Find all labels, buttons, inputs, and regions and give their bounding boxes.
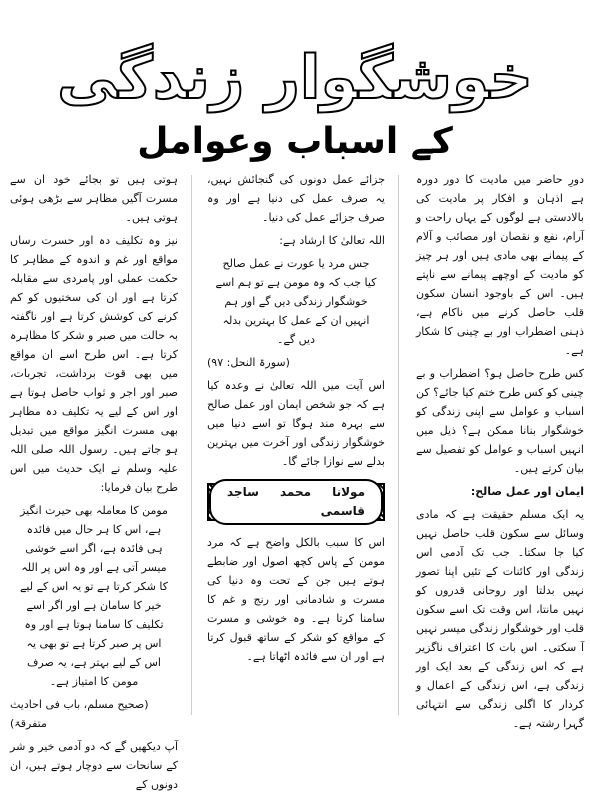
- paragraph: جزائے عمل دونوں کی گنجائش نہیں، یہ صرف عمل کی دنیا ہے اور وہ صرف جزائے عمل کی دنیا۔: [207, 173, 385, 224]
- column-right: [416, 170, 584, 730]
- verse-reference: (سورۃ النحل: ۹۷): [207, 356, 290, 369]
- paragraph: دورِ حاضر میں مادیت کا دور دورہ ہے اذہان و افکار پر مادیت کی بالادستی ہے لوگوں کے یہاں راحت و آرام، نفع و نقصان اور مصائب و آلام کے پیمانے بھی مادی ہیں اور ہر چیز کو مادیت کے اوچھے پیمانے سے ناپتے ہیں۔ اس کے باوجود انسان سکون قلب حاصل کرنے میں ناکام ہے، ذہنی اضطراب اور بے چینی کا شکار ہے۔: [416, 173, 584, 357]
- quran-verse: جس مرد یا عورت نے عمل صالح کیا جب کہ وہ مومن ہے تو ہم اسے خوشگوار زندگی دیں گے اور ہم انہیں ان کے عمل کا بہترین بدلہ دیں گے۔: [215, 257, 377, 346]
- article-subtitle: کے اسباب وعوامل: [137, 121, 453, 162]
- author-byline-box: [207, 483, 385, 521]
- paragraph: کس طرح حاصل ہو؟ اضطراب و بے چینی کو کس طرح ختم کیا جائے؟ کن اسباب و عوامل سے اپنی زندگی کو خوشگوار بنانا ممکن ہے؟ ذیل میں انہیں اسباب و عوامل کو تفصیل سے بیان کرتے ہیں۔: [416, 367, 584, 475]
- section-heading: ایمان اور عمل صالح:: [470, 485, 584, 498]
- paragraph: اللہ تعالیٰ کا ارشاد ہے:: [279, 234, 385, 247]
- hadith-reference: (صحیح مسلم، باب فی احادیث متفرقۃ): [10, 698, 149, 730]
- author-name: مولانا محمد ساجد قاسمی: [209, 479, 383, 525]
- paragraph: نیز وہ تکلیف دہ اور حسرت رساں مواقع اور غم و اندوہ کے مظاہر کا حکمت عملی اور پامردی سے مقابلہ کرتا ہے اور ان کی سختیوں کو کم کرنے کی کوشش کرتا ہے اور ناگفتہ بہ حالت میں صبر و شکر کا مظاہرہ کرتا ہے۔ اس طرح اسے ان مواقع میں بھی قوت برداشت، تجربات، صبر اور اجر و ثواب حاصل ہوتا ہے اور اس کے لیے یہ تکلیف دہ مظاہر بھی مسرت انگیز مواقع میں تبدیل ہو جاتے ہیں۔ رسول اللہ صلی اللہ علیہ وسلم نے ایک حدیث میں اس طرح بیان فرمایا:: [10, 234, 178, 494]
- paragraph: یہ ایک مسلم حقیقت ہے کہ مادی وسائل سے سکون قلب حاصل نہیں کیا جا سکتا۔ جب تک آدمی اس زندگی اور کائنات کے تئیں اپنا تصور نہیں بدلتا اور روحانی قدروں کو نہیں مانتا، اس وقت تک اسے سکون قلب اور خوشگوار زندگی میسر نہیں آ سکتی۔ اس بات کا اعتراف ناگزیر ہے کہ اس زندگی کے بعد ایک اور زندگی ہے، اس زندگی کے اعمال و کردار کا اگلی زندگی سے انتہائی گہرا رشتہ ہے۔: [416, 508, 584, 730]
- paragraph: ہوتی ہیں تو بجائے خود ان سے مسرت آگیں مظاہر سے بڑھی ہوئی ہوتی ہیں۔: [10, 173, 178, 224]
- paragraph: اس آیت میں اللہ تعالیٰ نے وعدہ کیا ہے کہ جو شخص ایمان اور عمل صالح سے بہرہ مند ہوگا تو اسے دنیا میں خوشگوار زندگی اور آخرت میں بہترین بدلے سے نوازا جائے گا۔: [207, 379, 385, 468]
- hadith-quote: مومن کا معاملہ بھی حیرت انگیز ہے، اس کا ہر حال میں فائدہ ہی فائدہ ہے، اگر اسے خوشی میسر آتی ہے اور وہ اس پر اللہ کا شکر کرتا ہے تو یہ اس کے لیے خیر کا سامان ہے اور اگر اسے تکلیف کا سامنا ہوتا ہے اور وہ اس پر صبر کرتا ہے تو بھی یہ اس کے لیے بہتر ہے، یہ صرف مومن کا امتیاز ہے۔: [19, 504, 169, 688]
- column-left: [10, 170, 178, 791]
- paragraph: اس کا سبب بالکل واضح ہے کہ مرد مومن کے پاس کچھ اصول اور ضابطے ہوتے ہیں جن کے تحت وہ دنیا کی مسرت و شادمانی اور رنج و غم کا سامنا کرتا ہے۔ وہ خوشی و مسرت کے مواقع کو شکر کے ساتھ قبول کرتا ہے اور ان سے فائدہ اٹھاتا ہے۔: [207, 536, 385, 663]
- column-divider: [398, 175, 399, 715]
- column-divider: [191, 175, 192, 715]
- article-title: خوشگوار زندگی: [57, 43, 533, 113]
- column-middle: [207, 170, 385, 720]
- paragraph: آپ دیکھیں گے کہ دو آدمی خیر و شر کے سانحات سے دوچار ہوتے ہیں، ان دونوں کے: [10, 740, 178, 791]
